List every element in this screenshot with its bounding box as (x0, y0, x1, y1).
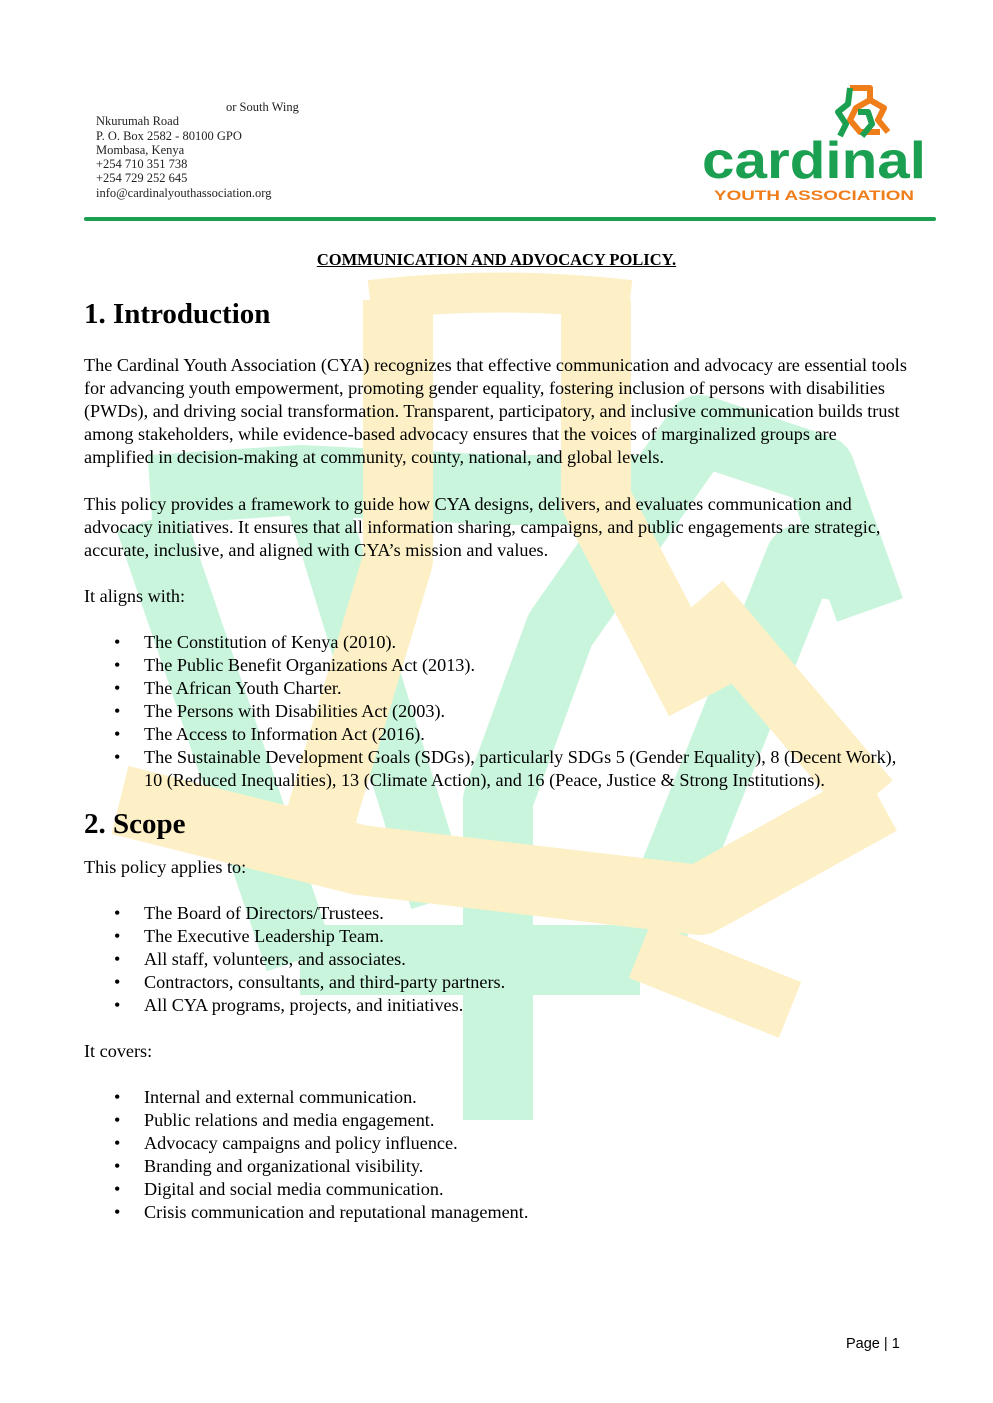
intro-paragraph: This policy provides a framework to guide how CYA designs, delivers, and evaluates communication and advocacy initiatives. It ensures that all information sharing, campaigns, and public engagements are strategic, accurate, inclusive, and aligned with CYA’s mission and values. (84, 494, 881, 560)
list-item: • The Public Benefit Organizations Act (2013). (144, 654, 910, 677)
document-body (84, 296, 910, 1224)
list-item: • The Constitution of Kenya (2010). (144, 631, 910, 654)
document-title: COMMUNICATION AND ADVOCACY POLICY. (316, 250, 677, 269)
logo-emblem-icon (838, 88, 888, 136)
list-item: • Crisis communication and reputational management. (144, 1201, 910, 1224)
list-item: • The Board of Directors/Trustees. (144, 902, 910, 925)
section-heading-scope: 2. Scope (84, 808, 186, 840)
list-item: • Contractors, consultants, and third-party partners. (144, 971, 910, 994)
phone-line: +254 729 252 645 (96, 171, 188, 186)
logo-wordmark: cardinal (702, 132, 926, 190)
intro-paragraph: The Cardinal Youth Association (CYA) recognizes that effective communication and advocacy are essential tools for advancing youth empowerment, promoting gender equality, fostering inclusion of persons with disabilities (PWDs), and driving social transformation. Transparent, participatory, and inclusive communication builds trust among stakeholders, while evidence-based advocacy ensures that the voices of marginalized groups are amplified in decision-making at community, county, national, and global levels. (84, 355, 907, 467)
section-heading-introduction: 1. Introduction (84, 298, 271, 330)
logo-tagline: YOUTH ASSOCIATION (714, 187, 914, 203)
covers-intro: It covers: (84, 1041, 153, 1061)
phone-line: +254 710 351 738 (96, 157, 188, 172)
address-block (96, 100, 299, 200)
aligns-list (84, 631, 910, 792)
aligns-intro: It aligns with: (84, 586, 186, 606)
applies-intro: This policy applies to: (84, 857, 247, 877)
applies-list (84, 902, 910, 1017)
list-item: • The Persons with Disabilities Act (2003). (144, 700, 910, 723)
list-item: • The Access to Information Act (2016). (144, 723, 910, 746)
address-line: Mombasa, Kenya (96, 142, 185, 157)
list-item: • Branding and organizational visibility. (144, 1155, 910, 1178)
list-item: • Advocacy campaigns and policy influence. (144, 1132, 910, 1155)
list-item: • The Sustainable Development Goals (SDGs), particularly SDGs 5 (Gender Equality), 8 (Decent Work), 10 (Reduced Inequalities), 13 (Climate Action), and 16 (Peace, Justice & Strong Institutions). (144, 746, 910, 792)
list-item: • Internal and external communication. (144, 1086, 910, 1109)
address-line: Nkurumah Road (96, 114, 179, 129)
list-item: • The African Youth Charter. (144, 677, 910, 700)
list-item: • The Executive Leadership Team. (144, 925, 910, 948)
email-line: info@cardinalyouthassociation.org (96, 185, 272, 200)
address-line: P. O. Box 2582 - 80100 GPO (96, 128, 242, 143)
covers-list (84, 1086, 910, 1224)
list-item: • Public relations and media engagement. (144, 1109, 910, 1132)
page-number: Page | 1 (846, 1336, 900, 1352)
cardinal-logo (700, 80, 930, 205)
list-item: • All CYA programs, projects, and initiatives. (144, 994, 910, 1017)
list-item: • All staff, volunteers, and associates. (144, 948, 910, 971)
address-line: or South Wing (226, 100, 299, 114)
list-item: • Digital and social media communication. (144, 1178, 910, 1201)
header-divider (84, 217, 936, 221)
